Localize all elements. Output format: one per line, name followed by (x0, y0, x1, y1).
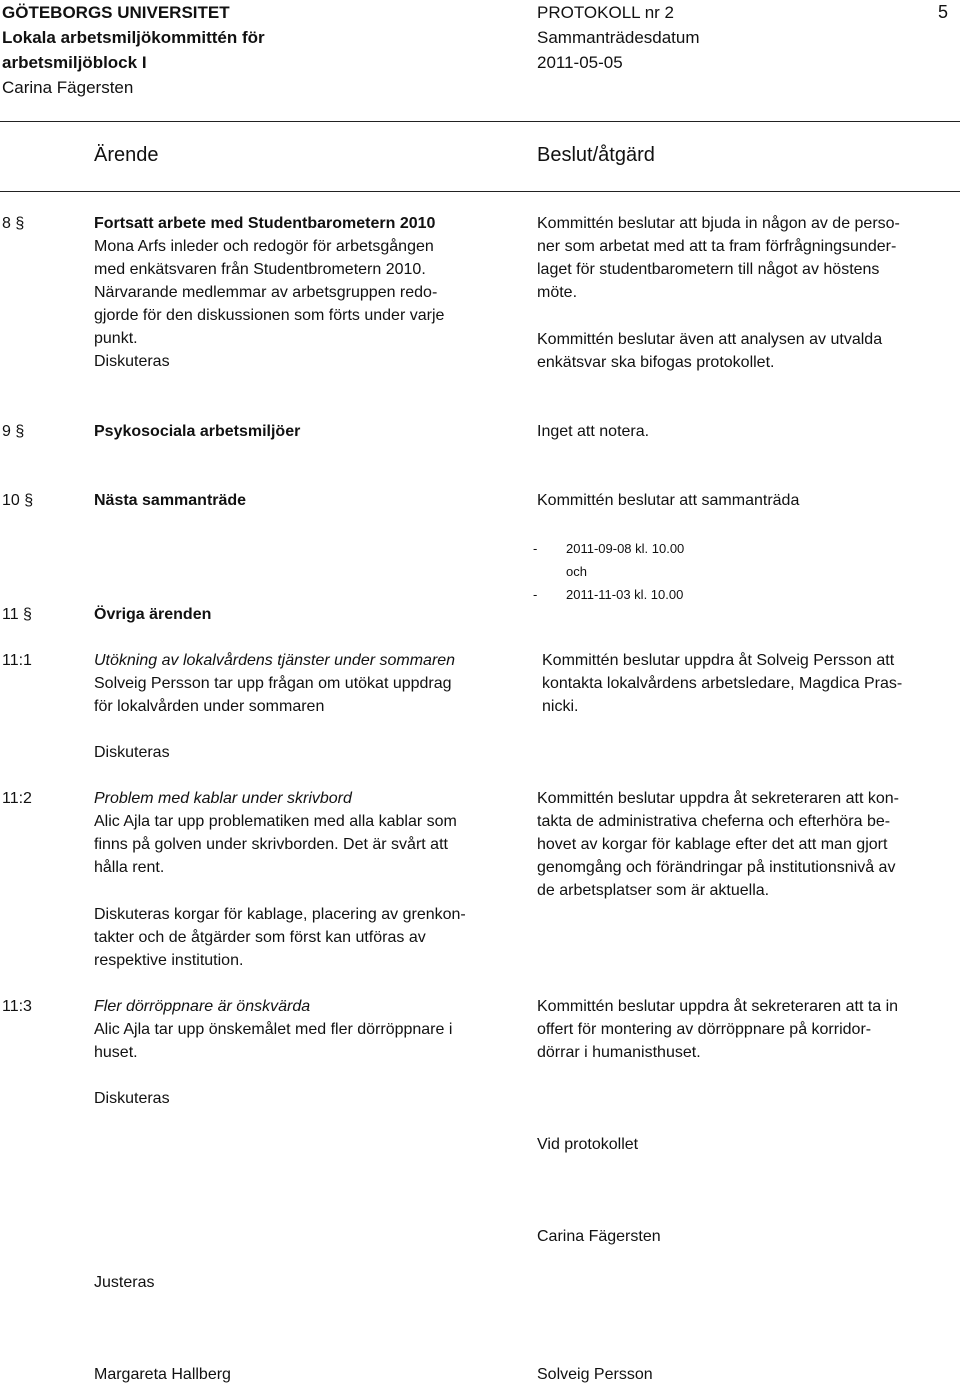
vid-protokollet-label: Vid protokollet (537, 1136, 639, 1153)
item-8-decision-line: Kommittén beslutar att bjuda in någon av de perso- (537, 215, 900, 232)
item-11-3-decision-line: Kommittén beslutar uppdra åt sekreteraren att ta in (537, 998, 899, 1015)
page-number: 5 (938, 2, 949, 22)
column-heading-rule (0, 191, 960, 192)
item-8-decision-line: laget för studentbarometern till något av höstens (537, 261, 880, 278)
column-heading-beslut: Beslut/åtgärd (537, 144, 655, 166)
item-8-title: Fortsatt arbete med Studentbarometern 2010 (94, 215, 436, 232)
protocol-number: PROTOKOLL nr 2 (537, 3, 674, 22)
justeras-label: Justeras (94, 1274, 155, 1291)
item-11-1-body-line: Solveig Persson tar upp frågan om utökat uppdrag (94, 675, 452, 692)
date-dash: - (533, 541, 538, 556)
item-11-2-decision (537, 787, 899, 902)
item-8-body-line: Närvarande medlemmar av arbetsgruppen redo- (94, 284, 438, 301)
header-right (537, 0, 897, 75)
item-11-2-body-line: hålla rent. (94, 859, 165, 876)
item-11-number: 11 § (2, 606, 32, 623)
item-8-body-line: gjorde för den diskussionen som förts under varje (94, 307, 445, 324)
item-8-note: Diskuteras (94, 353, 170, 370)
item-11-2-title: Problem med kablar under skrivbord (94, 790, 352, 807)
item-11-title: Övriga ärenden (94, 606, 212, 623)
meeting-date: 2011-05-05 (537, 53, 623, 72)
meeting-date-label: Sammanträdesdatum (537, 28, 700, 47)
committee-name: Lokala arbetsmiljökommittén för (2, 28, 265, 47)
item-11-1-number: 11:1 (2, 652, 32, 669)
item-11-3-body-line: huset. (94, 1044, 138, 1061)
item-11-1-body-line: för lokalvården under sommaren (94, 698, 325, 715)
signer-right-name: Solveig Persson (537, 1366, 653, 1383)
item-11-2-number: 11:2 (2, 790, 32, 807)
item-11-3-decision-line: offert för montering av dörröppnare på korridor- (537, 1021, 872, 1038)
item-8-decision-2 (537, 328, 882, 374)
item-11-2-note-line: Diskuteras korgar för kablage, placering av grenkon- (94, 906, 466, 923)
item-11-2-note-line: respektive institution. (94, 952, 244, 969)
item-9-number: 9 § (2, 423, 25, 440)
item-8-decision-2-line: Kommittén beslutar även att analysen av utvalda (537, 331, 883, 348)
item-11-2-decision-line: Kommittén beslutar uppdra åt sekreteraren att kon- (537, 790, 899, 807)
date-conjunction: och (566, 564, 587, 579)
item-11-2-body-line: Alic Ajla tar upp problematiken med alla kablar som (94, 813, 457, 830)
author-name: Carina Fägersten (2, 78, 134, 97)
item-11-3-decision (537, 995, 898, 1064)
item-11-3-title: Fler dörröppnare är önskvärda (94, 998, 311, 1015)
item-8-body-line: med enkätsvaren från Studentbrometern 2010. (94, 261, 426, 278)
item-11-1-decision (542, 649, 902, 718)
item-8-decision (537, 212, 900, 304)
item-11-3-number: 11:3 (2, 998, 32, 1015)
item-11-2-note (94, 903, 466, 972)
date-dash: - (533, 587, 538, 602)
next-meeting-date-1: 2011-09-08 kl. 10.00 (566, 541, 685, 556)
item-11-1-decision-line: nicki. (542, 698, 579, 715)
item-8-body-line: Mona Arfs inleder och redogör för arbetsgången (94, 238, 434, 255)
item-8-decision-2-line: enkätsvar ska bifogas protokollet. (537, 354, 775, 371)
column-heading-arende: Ärende (94, 144, 159, 166)
next-meeting-date-2: 2011-11-03 kl. 10.00 (566, 587, 684, 602)
item-8-decision-line: möte. (537, 284, 578, 301)
item-11-2-decision-line: takta de administrativa cheferna och efterhöra be- (537, 813, 891, 830)
item-11-1-decision-line: Kommittén beslutar uppdra åt Solveig Persson att (542, 652, 895, 669)
item-11-2-content (94, 787, 457, 879)
item-11-3-content (94, 995, 452, 1064)
item-11-2-decision-line: de arbetsplatser som är aktuella. (537, 882, 770, 899)
item-11-1-decision-line: kontakta lokalvårdens arbetsledare, Magdica Pras- (542, 675, 903, 692)
item-11-2-body-line: finns på golven under skrivborden. Det är svårt att (94, 836, 448, 853)
item-10-decision: Kommittén beslutar att sammanträda (537, 492, 800, 509)
header-left (2, 0, 522, 100)
item-11-1-note: Diskuteras (94, 744, 170, 761)
item-11-3-body-line: Alic Ajla tar upp önskemålet med fler dörröppnare i (94, 1021, 453, 1038)
committee-block: arbetsmiljöblock I (2, 53, 147, 72)
item-8-body-line: punkt. (94, 330, 138, 347)
item-8-number: 8 § (2, 215, 25, 232)
item-11-1-content (94, 649, 455, 718)
item-11-1-title: Utökning av lokalvårdens tjänster under sommaren (94, 652, 456, 669)
item-8-content (94, 212, 444, 373)
item-11-2-decision-line: hovet av korgar för kablage efter det att man gjort (537, 836, 888, 853)
signer-left-name: Margareta Hallberg (94, 1366, 231, 1383)
item-11-2-note-line: takter och de åtgärder som först kan utföras av (94, 929, 426, 946)
item-8-decision-line: ner som arbetat med att ta fram förfrågningsunder- (537, 238, 897, 255)
item-10-title: Nästa sammanträde (94, 492, 247, 509)
item-9-title: Psykosociala arbetsmiljöer (94, 423, 301, 440)
item-9-decision: Inget att notera. (537, 423, 650, 440)
header-rule (0, 121, 960, 122)
item-10-number: 10 § (2, 492, 34, 509)
item-11-2-decision-line: genomgång och förändringar på institutionsnivå av (537, 859, 896, 876)
secretary-name: Carina Fägersten (537, 1228, 661, 1245)
item-11-3-decision-line: dörrar i humanisthuset. (537, 1044, 701, 1061)
item-11-3-note: Diskuteras (94, 1090, 170, 1107)
university-name: GÖTEBORGS UNIVERSITET (2, 3, 230, 22)
